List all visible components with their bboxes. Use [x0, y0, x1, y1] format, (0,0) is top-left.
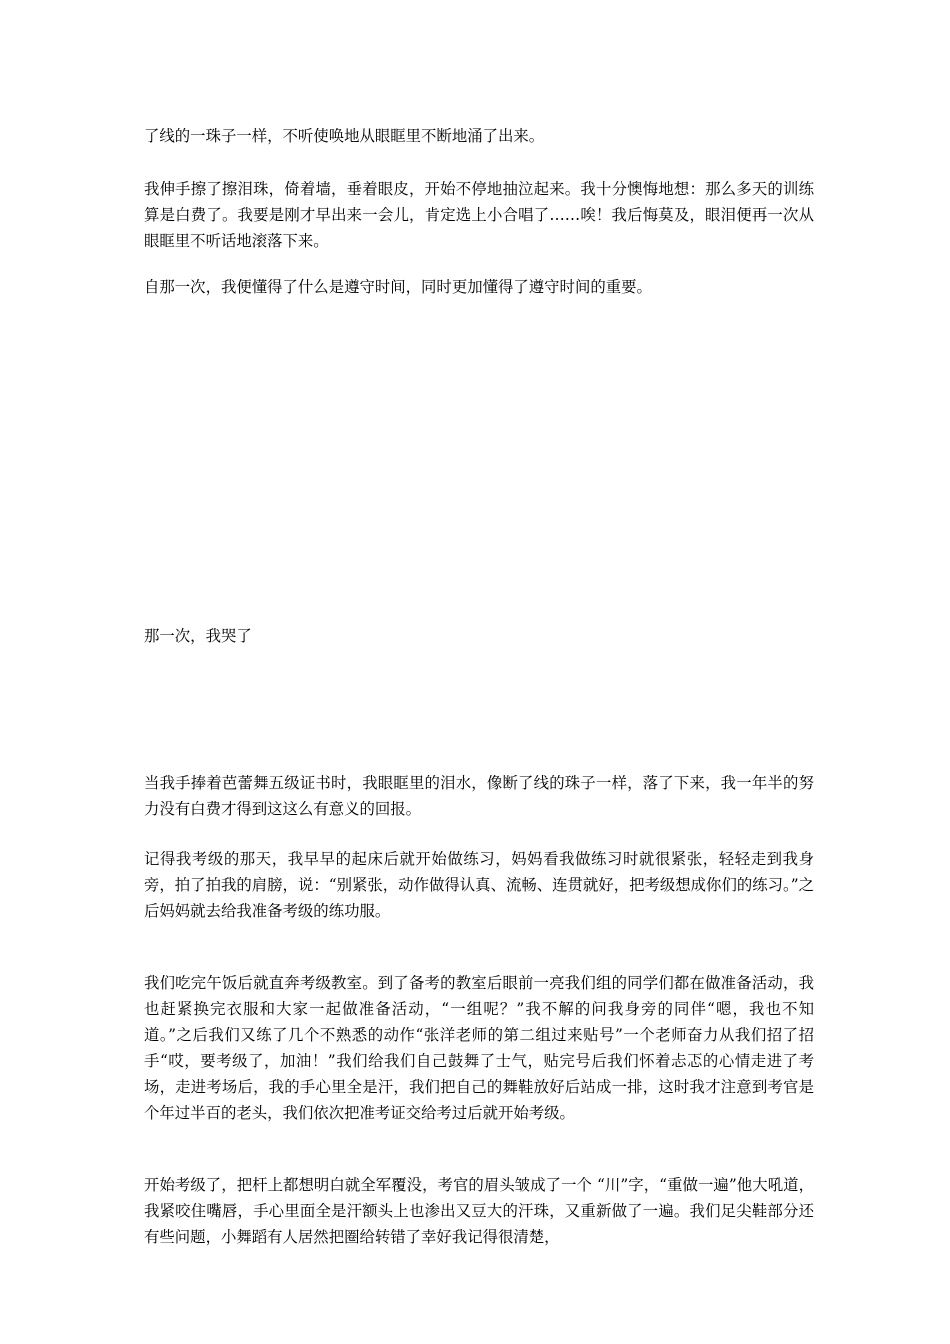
paragraph-classroom: 我们吃完午饭后就直奔考级教室。到了备考的教室后眼前一亮我们组的同学们都在做准备活动，我也赶紧换完衣服和大家一起做准备活动，“一组呢？”我不解的问我身旁的同伴“嗯，我也不知道。”之后我们又练了几个不熟悉的动作“张洋老师的第二组过来贴号”一个老师奋力从我们招了招手“哎，要考级了，加油！”我们给我们自己鼓舞了士气，贴完号后我们怀着忐忑的心情走进了考场，走进考场后，我的手心里全是汗，我们把自己的舞鞋放好后站成一排，这时我才注意到考官是个年过半百的老头，我们依次把准考证交给考过后就开始考级。	[144, 974, 814, 1122]
paragraph-exam-day: 记得我考级的那天，我早早的起床后就开始做练习，妈妈看我做练习时就很紧张，轻轻走到我身旁，拍了拍我的肩膀，说：“别紧张，动作做得认真、流畅、连贯就好，把考级想成你们的练习。”之后妈妈就去给我准备考级的练功服。	[144, 850, 814, 920]
paragraph-continuation: 了线的一珠子一样，不听使唤地从眼眶里不断地涌了出来。	[144, 127, 545, 145]
paragraph-exam-start: 开始考级了，把杆上都想明白就全军覆没，考官的眉头皱成了一个 “川”字，“重做一遍”他大吼道，我紧咬住嘴唇，手心里面全是汗额头上也渗出又豆大的汗珠，又重新做了一遍。我们足尖鞋部分还有些问题，小舞蹈有人居然把圈给转错了幸好我记得很清楚，	[144, 1176, 814, 1246]
paragraph-lesson: 自那一次，我便懂得了什么是遵守时间，同时更加懂得了遵守时间的重要。	[144, 278, 652, 296]
paragraph-certificate: 当我手捧着芭蕾舞五级证书时，我眼眶里的泪水，像断了线的珠子一样，落了下来，我一年半的努力没有白费才得到这这么有意义的回报。	[144, 774, 814, 818]
paragraph-regret: 我伸手擦了擦泪珠，倚着墙，垂着眼皮，开始不停地抽泣起来。我十分懊悔地想：那么多天的训练算是白费了。我要是刚才早出来一会儿，肯定选上小合唱了……唉！我后悔莫及，眼泪便再一次从眼眶里不听话地滚落下来。	[144, 180, 814, 250]
essay-title: 那一次，我哭了	[144, 627, 252, 645]
